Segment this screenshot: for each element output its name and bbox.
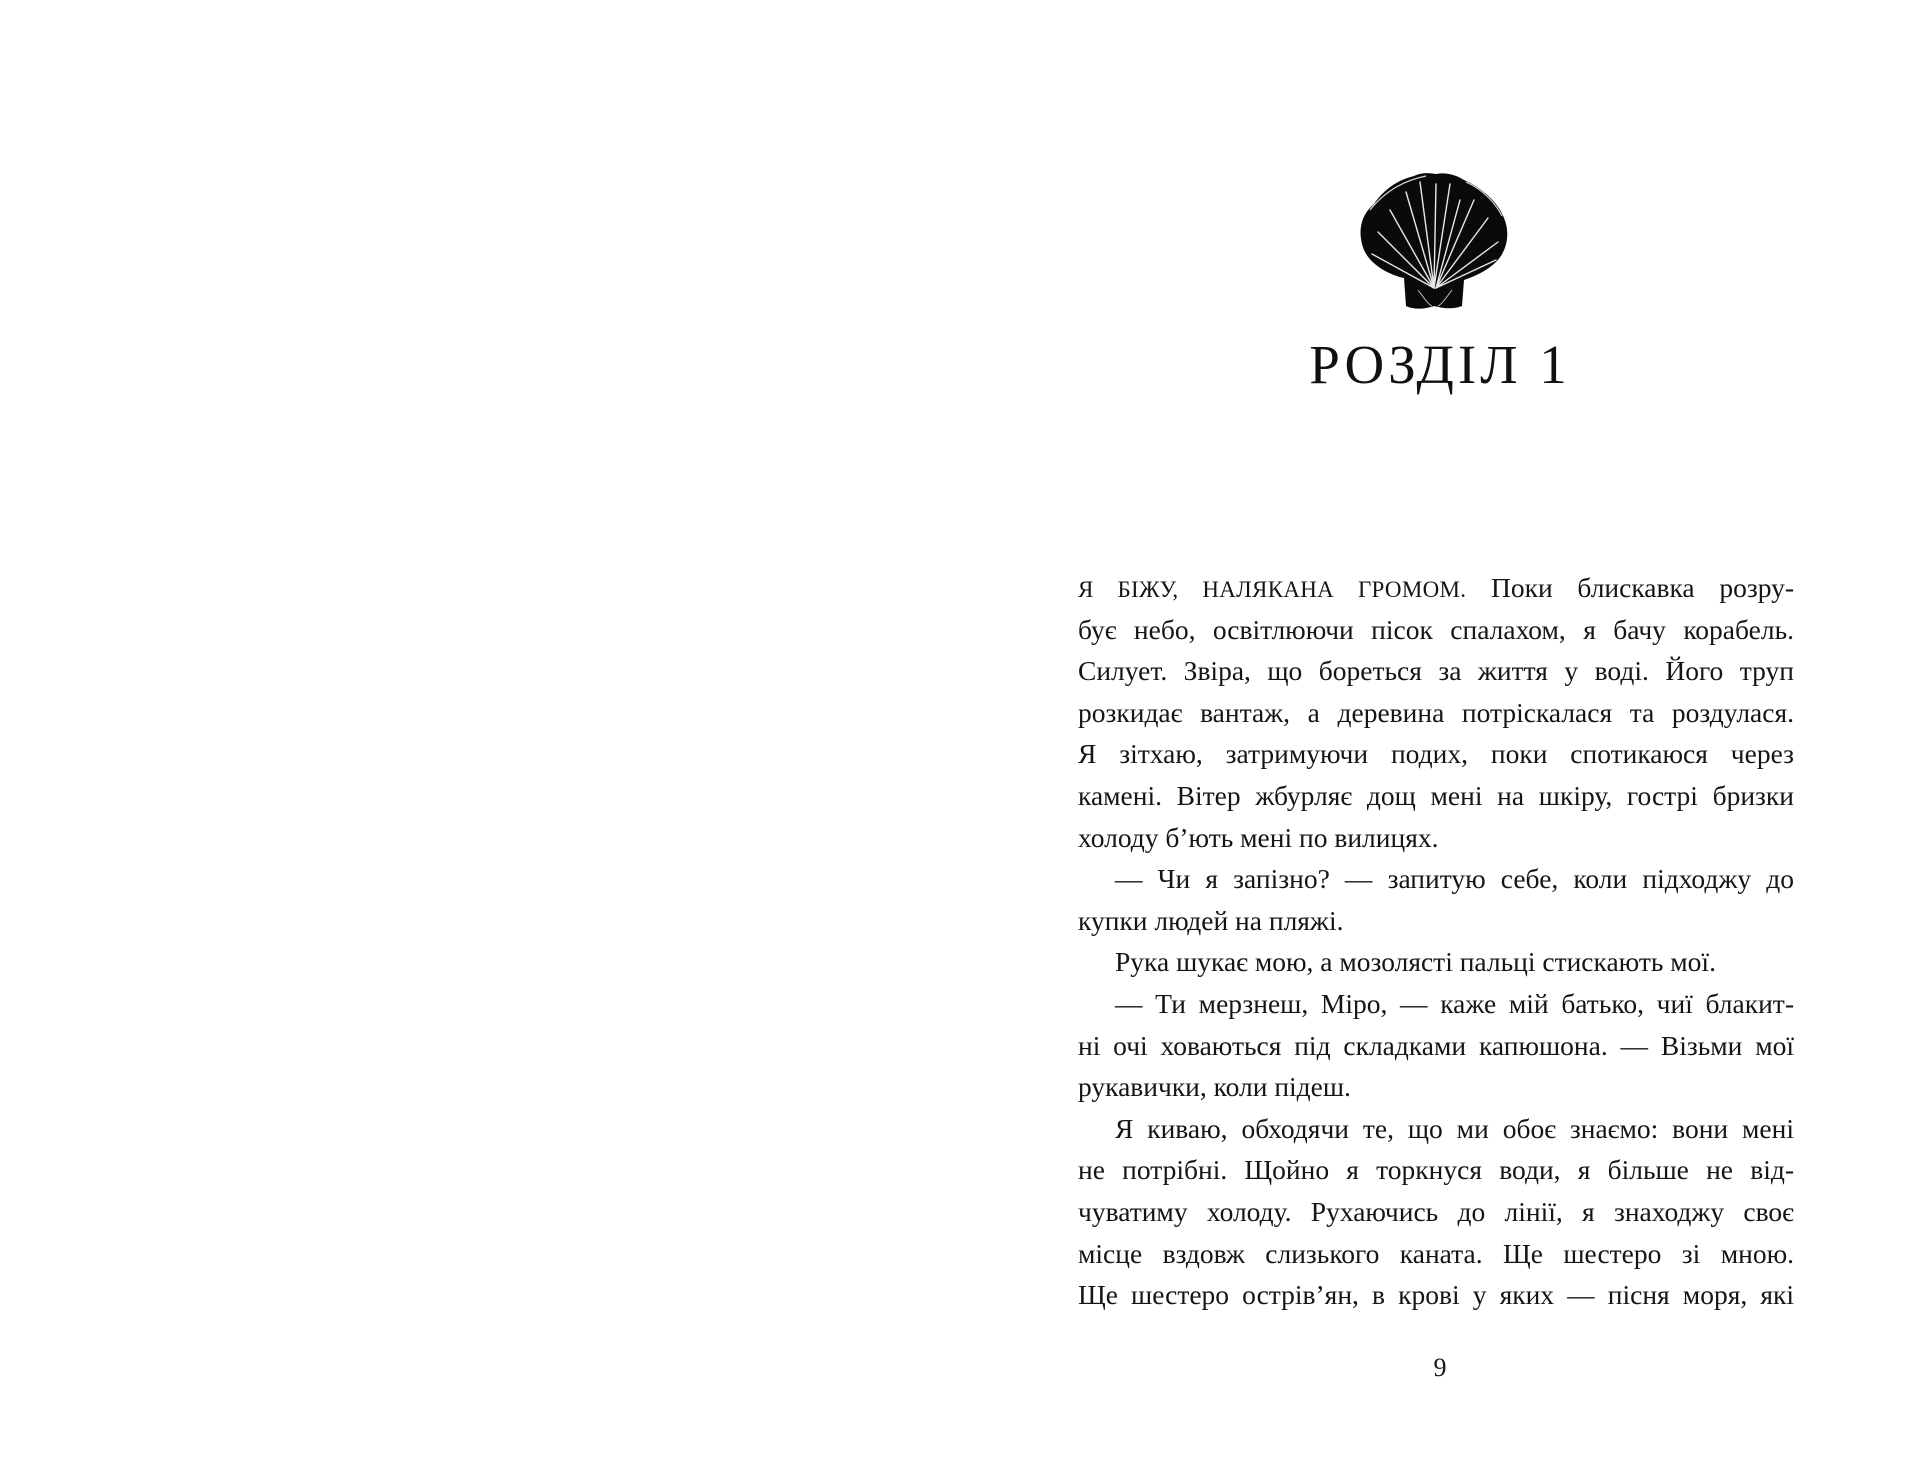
chapter-body-text [1078,567,1794,1316]
chapter-title: РОЗДІЛ 1 [1309,334,1571,395]
text-line: Я киваю, обходячи те, що ми обоє знаємо: вони мені [1115,1112,1794,1144]
text-line: Я зітхаю, затримуючи подих, поки спотикаюся через [1078,738,1794,770]
text-line [1078,567,1794,609]
text-line: — Ти мерзнеш, Міро, — каже мій батько, чиї блакит- [1115,987,1794,1019]
text-line: чуватиму холоду. Рухаючись до лінії, я знаходжу своє [1078,1195,1794,1227]
text-line: Ще шестеро острів’ян, в крові у яких — пісня моря, які [1078,1279,1794,1311]
text-line: холоду б’ють мені по вилицях. [1078,821,1439,853]
right-page [960,0,1920,1477]
text-line: розкидає вантаж, а деревина потріскалася та роздулася. [1078,696,1794,728]
text-line: місце вздовж слизького каната. Ще шестеро зі мною. [1078,1237,1794,1269]
text-line: купки людей на пляжі. [1078,904,1344,936]
page-number: 9 [1433,1353,1447,1382]
lead-in-smallcaps: Я БІЖУ, НАЛЯКАНА ГРОМОМ. [1078,577,1467,602]
text-line: — Чи я запізно? — запитую себе, коли підходжу до [1115,863,1794,895]
scallop-shell-icon [1356,170,1512,312]
text-line: ні очі ховаються під складками капюшона. — Візьми мої [1078,1029,1794,1061]
text-line: не потрібні. Щойно я торкнуся води, я більше не від- [1078,1154,1794,1186]
text-line: рукавички, коли підеш. [1078,1071,1351,1103]
text-line: Силует. Звіра, що бореться за життя у воді. Його труп [1078,655,1794,687]
text-line: камені. Вітер жбурляє дощ мені на шкіру, гострі бризки [1078,779,1794,811]
text-line: Рука шукає мою, а мозолясті пальці стискають мої. [1115,946,1716,978]
text-line-content: Поки блискавка розру- [1466,572,1794,603]
text-line: бує небо, освітлюючи пісок спалахом, я бачу корабель. [1078,613,1794,645]
